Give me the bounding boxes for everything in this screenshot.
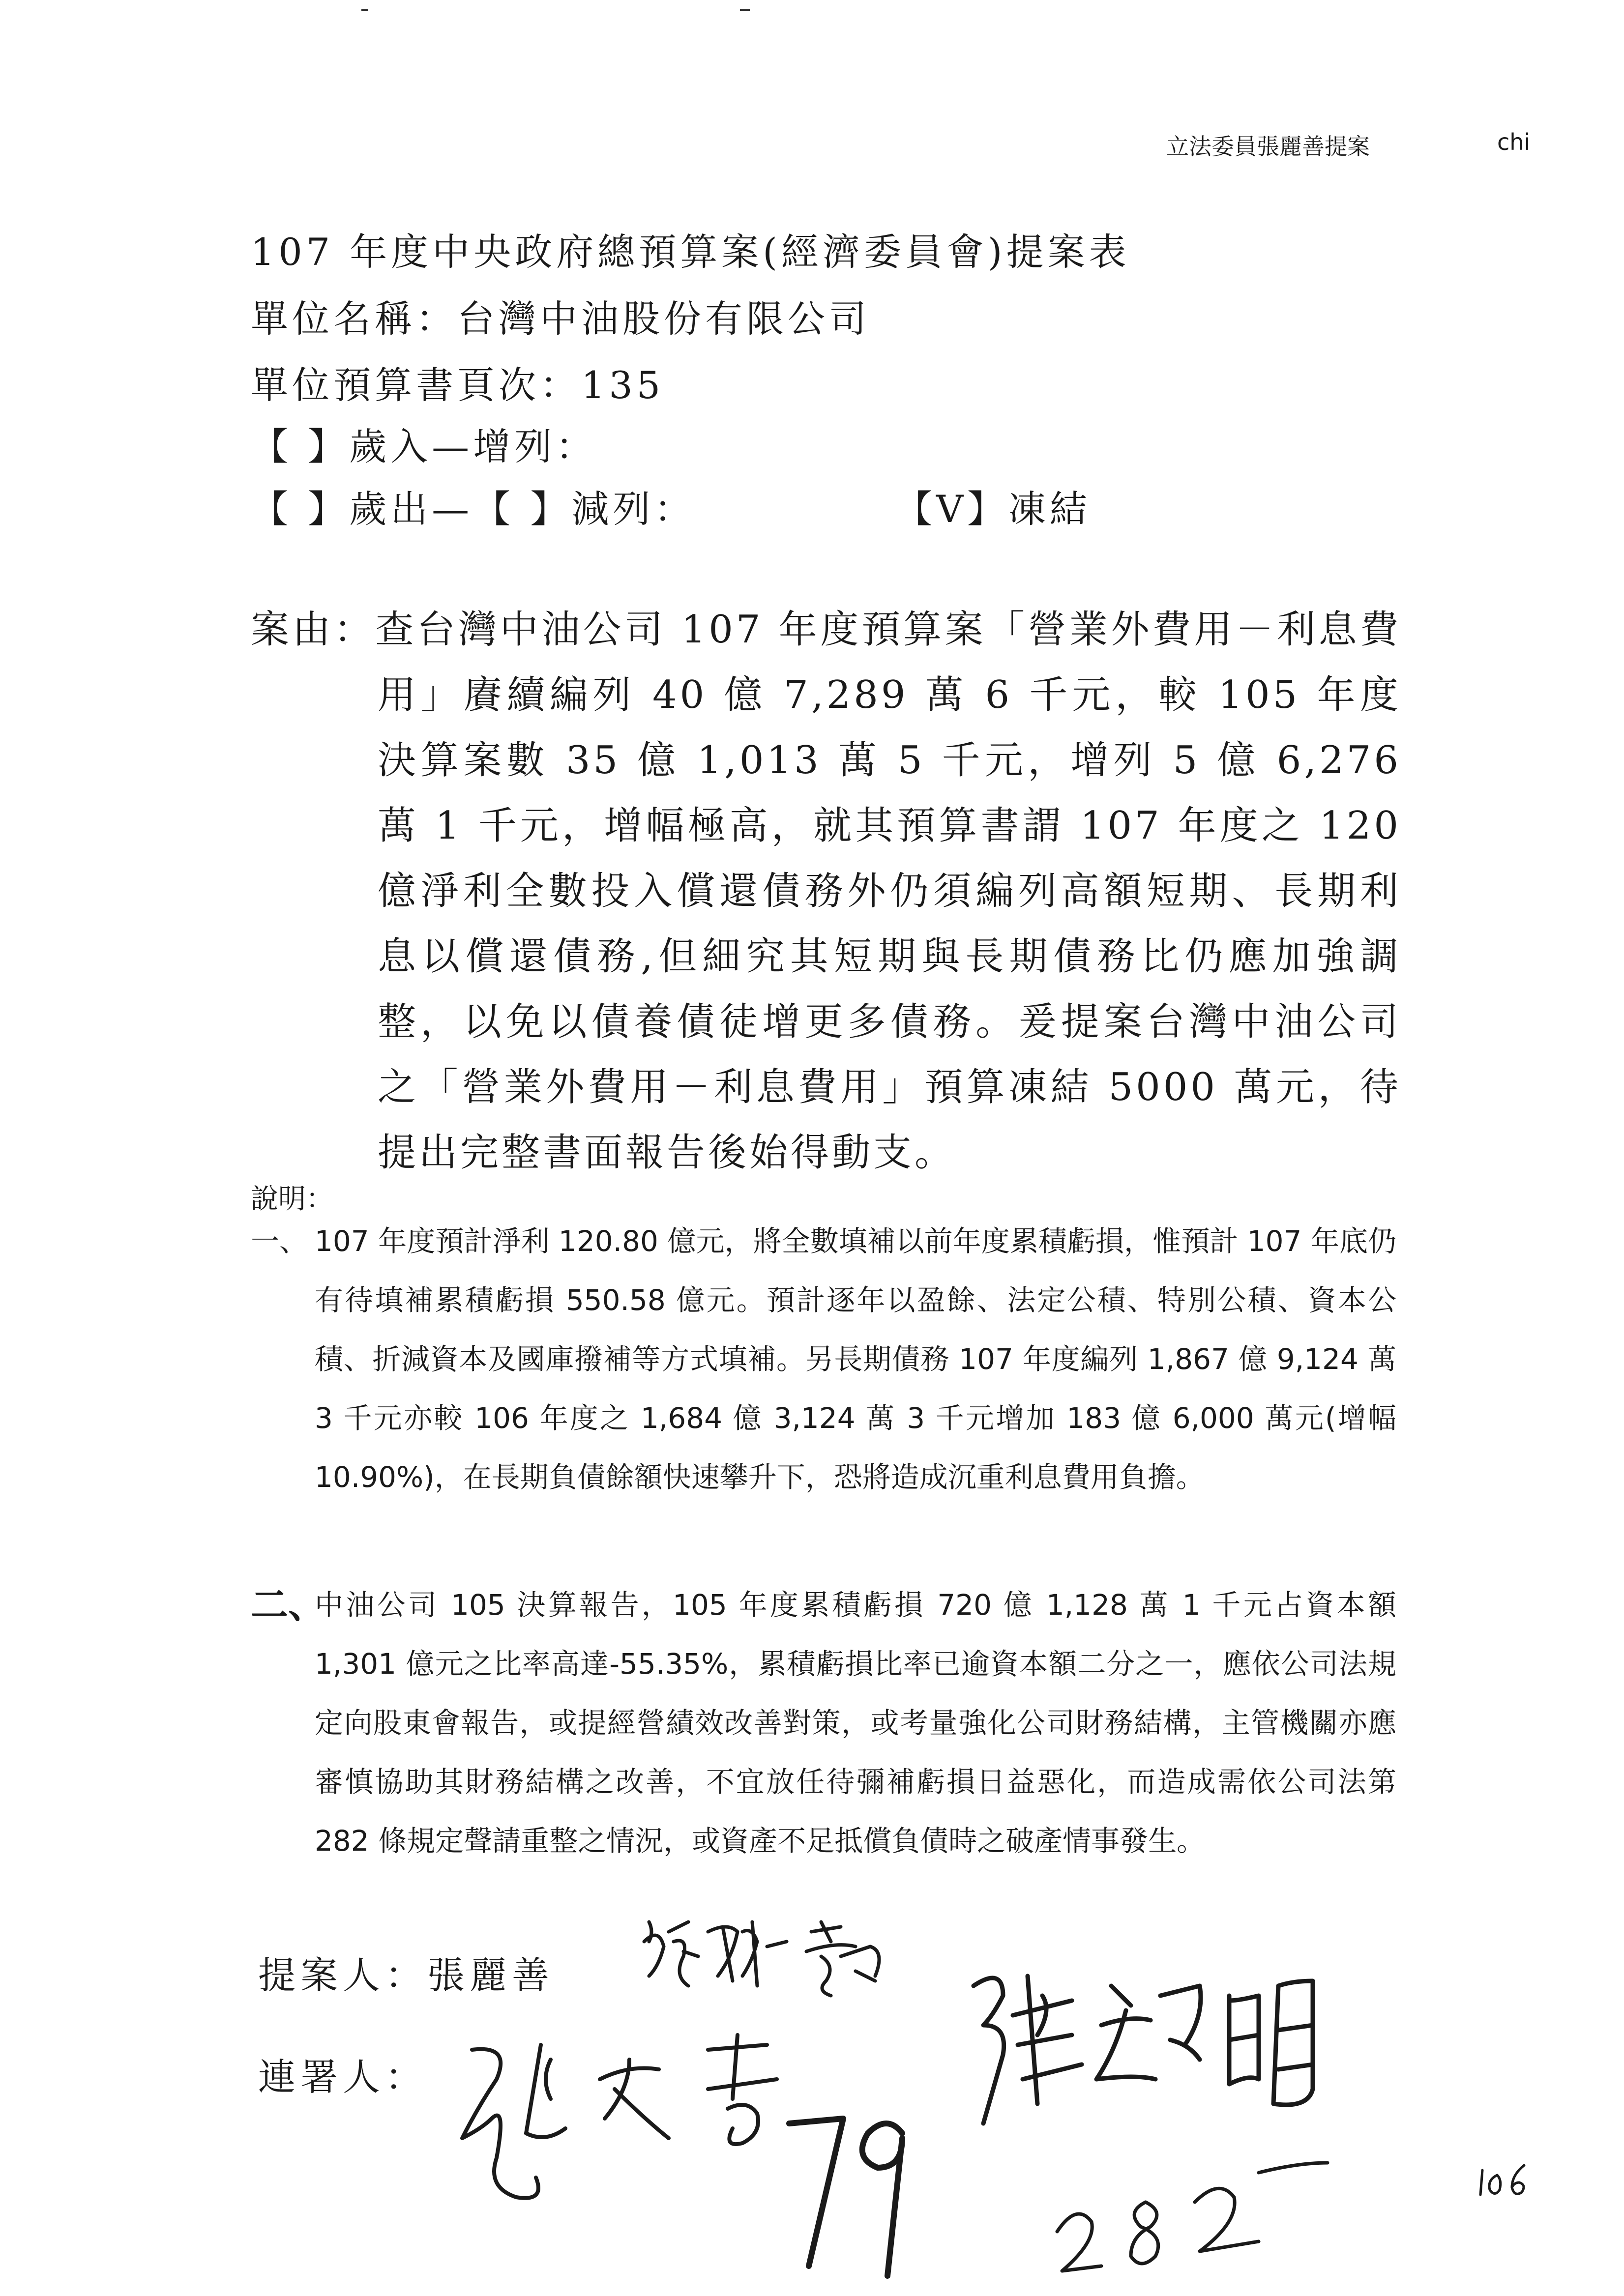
unit-name: 單位名稱：台灣中油股份有限公司 — [251, 297, 870, 341]
reason-paragraph — [251, 597, 1401, 1186]
revenue-increase-line: 【 】歲入—增列： — [251, 425, 597, 468]
item-text: 107 年度預計淨利 120.80 億元，將全數填補以前年度累積虧損，惟預計 107 年底仍有待填補累積虧損 550.58 億元。預計逐年以盈餘、法定公積、特別公積、資本公積、折減資本及國庫撥補等方式填補。另長期債務 107 年度編列 1,867 億 9,124 萬 3 千元亦較 106 年度之 1,684 億 3,124 萬 3 千元增加 183 億 6,000 萬元(增幅 10.90%)，在長期負債餘額快速攀升下，恐將造成沉重利息費用負擔。 — [315, 1224, 1396, 1494]
proposer-tag: 立法委員張麗善提案 — [1166, 133, 1370, 160]
proposer-label: 提案人：張麗善 — [258, 1953, 554, 1997]
scan-mark — [361, 9, 368, 11]
proposer-signature — [634, 1912, 910, 2001]
item-number: 二、 — [251, 1583, 325, 1627]
reason-label: 案由： — [251, 608, 376, 652]
cosigner-signature-1 — [452, 2030, 826, 2207]
freeze-checkbox-line: 【V】凍結 — [895, 487, 1091, 531]
reason-section — [251, 597, 1401, 1186]
cosigner-label: 連署人： — [258, 2055, 427, 2099]
document-title: 107 年度中央政府總預算案(經濟委員會)提案表 — [251, 230, 1130, 274]
reason-text: 查台灣中油公司 107 年度預算案「營業外費用－利息費用」賡續編列 40 億 7,289 萬 6 千元，較 105 年度決算案數 35 億 1,013 萬 5 千元，增列 5 億 6,276 萬 1 千元，增幅極高，就其預算書謂 107 年度之 120 億淨利全數投入償還債務外仍須編列高額短期、長期利息以償還債務,但細究其短期與長期債務比仍應加強調整，以免以債養債徒增更多債務。爰提案台灣中油公司之「營業外費用－利息費用」預算凍結 5000 萬元，待提出完整書面報告後始得動支。 — [375, 608, 1401, 1175]
item-text: 中油公司 105 決算報告，105 年度累積虧損 720 億 1,128 萬 1 千元占資本額 1,301 億元之比率高達-55.35%，累積虧損比率已逾資本額二分之一，應依公司法規定向股東會報告，或提經營績效改善對策，或考量強化公司財務結構，主管機關亦應審慎協助其財務結構之改善，不宜放任待彌補虧損日益惡化，而造成需依公司法第 282 條規定聲請重整之情況，或資產不足抵償負債時之破產情事發生。 — [315, 1588, 1396, 1858]
expense-decrease-line: 【 】歲出—【 】減列： — [251, 487, 696, 531]
scan-mark — [740, 9, 750, 11]
explanation-item — [251, 1212, 1396, 1507]
item-number: 一、 — [251, 1224, 308, 1258]
budget-page-ref: 單位預算書頁次：135 — [251, 363, 665, 407]
language-code: chi — [1497, 129, 1531, 155]
handwritten-number-282 — [1047, 2143, 1342, 2291]
explanation-label: 說明： — [251, 1183, 333, 1215]
handwritten-number-79 — [779, 2104, 927, 2281]
cosigner-signature-2 — [964, 1966, 1347, 2128]
explanation-item — [251, 1575, 1396, 1870]
handwritten-page-number — [1477, 2160, 1536, 2200]
